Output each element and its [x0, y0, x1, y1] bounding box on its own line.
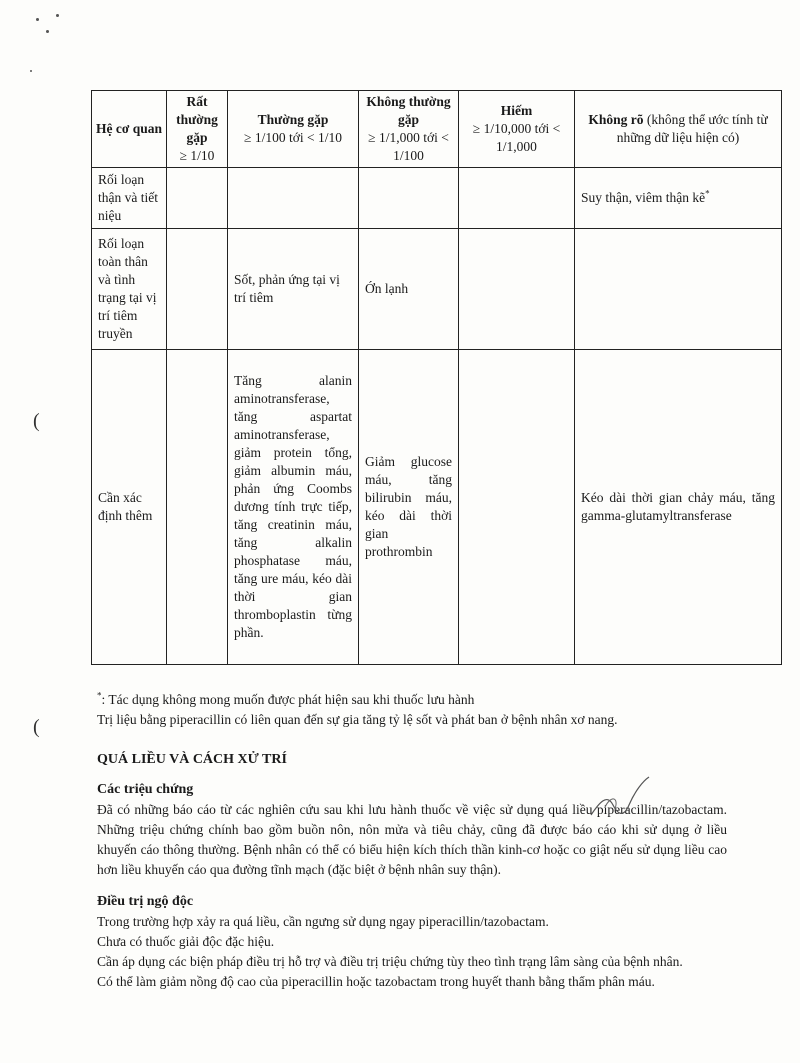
symptoms-paragraph: Đã có những báo cáo từ các nghiên cứu sau khi lưu hành thuốc về việc sử dụng quá liều piperacillin/tazobactam. Những triệu chứng chính bao gồm buồn nôn, nôn mửa và tiêu chảy, cũng đã được báo cáo khi sử dụng ở liều khuyến cáo thông thường. Bệnh nhân có thể có biểu hiện kích thích thần kinh-cơ hoặc co giật nếu sử dụng liều cao hơn liều khuyến cáo qua đường tĩnh mạch (đặc biệt ở bệnh nhân suy thận).: [97, 802, 727, 877]
uncommon-cell: [359, 168, 459, 229]
table-row: [92, 350, 782, 665]
binding-hole-mark: (: [33, 410, 40, 432]
table-row: [92, 168, 782, 229]
header-uncommon: Không thường gặp ≥ 1/1,000 tới < 1/100: [359, 91, 459, 168]
rare-cell: [459, 350, 575, 665]
rare-cell: [459, 168, 575, 229]
common-cell: Sốt, phản ứng tại vị trí tiêm: [228, 229, 359, 350]
footnote: *: Tác dụng không mong muốn được phát hiện sau khi thuốc lưu hành: [97, 690, 475, 707]
treatment-line: Có thể làm giảm nồng độ cao của piperacillin hoặc tazobactam trong huyết thanh bằng thẩm phân máu.: [97, 974, 655, 989]
table-row: [92, 229, 782, 350]
header-organ-system: Hệ cơ quan: [92, 91, 167, 168]
section-title: QUÁ LIỀU VÀ CÁCH XỬ TRÍ: [97, 752, 287, 767]
treatment-line: Cần áp dụng các biện pháp điều trị hỗ trợ và điều trị triệu chứng tùy theo tình trạng lâm sàng của bệnh nhân.: [97, 954, 683, 969]
note-cystic-fibrosis: Trị liệu bằng piperacillin có liên quan đến sự gia tăng tỷ lệ sốt và phát ban ở bệnh nhân xơ nang.: [97, 712, 618, 727]
scan-speck: [46, 30, 49, 33]
handwritten-check-mark: [585, 775, 655, 835]
uncommon-cell: Giảm glucose máu, tăng bilirubin máu, kéo dài thời gian prothrombin: [359, 350, 459, 665]
organ-cell: Rối loạn thận và tiết niệu: [92, 168, 167, 229]
binding-hole-mark: (: [33, 716, 40, 738]
common-cell: Tăng alanin aminotransferase, tăng aspartat aminotransferase, giảm protein tổng, giảm albumin máu, phản ứng Coombs dương tính trực tiếp, tăng creatinin máu, tăng alkalin phosphatase máu, tăng ure máu, kéo dài thời gian thromboplastin từng phần.: [228, 350, 359, 665]
header-unknown: Không rõ (không thể ước tính từ những dữ liệu hiện có): [575, 91, 782, 168]
symptoms-heading: Các triệu chứng: [97, 782, 194, 797]
scan-speck: [36, 18, 39, 21]
very-common-cell: [167, 229, 228, 350]
treatment-heading: Điều trị ngộ độc: [97, 894, 194, 909]
table-notes: [97, 690, 797, 730]
header-common: Thường gặp ≥ 1/100 tới < 1/10: [228, 91, 359, 168]
treatment-line: Chưa có thuốc giải độc đặc hiệu.: [97, 934, 275, 949]
very-common-cell: [167, 350, 228, 665]
footnote-marker: *: [97, 690, 102, 701]
table-header-row: [92, 91, 782, 168]
unknown-cell: Kéo dài thời gian chảy máu, tăng gamma-glutamyltransferase: [575, 350, 782, 665]
unknown-cell: [575, 229, 782, 350]
very-common-cell: [167, 168, 228, 229]
scan-speck: [30, 70, 32, 72]
organ-cell: Rối loạn toàn thân và tình trạng tại vị trí tiêm truyền: [92, 229, 167, 350]
unknown-cell: Suy thận, viêm thận kẽ*: [575, 168, 782, 229]
adverse-effects-table: [91, 90, 782, 665]
scan-speck: [56, 14, 59, 17]
treatment-line: Trong trường hợp xảy ra quá liều, cần ngưng sử dụng ngay piperacillin/tazobactam.: [97, 914, 549, 929]
uncommon-cell: Ớn lạnh: [359, 229, 459, 350]
header-rare: Hiếm ≥ 1/10,000 tới < 1/1,000: [459, 91, 575, 168]
footnote-marker: *: [705, 188, 710, 199]
header-very-common: Rất thường gặp ≥ 1/10: [167, 91, 228, 168]
organ-cell: Cần xác định thêm: [92, 350, 167, 665]
common-cell: [228, 168, 359, 229]
rare-cell: [459, 229, 575, 350]
